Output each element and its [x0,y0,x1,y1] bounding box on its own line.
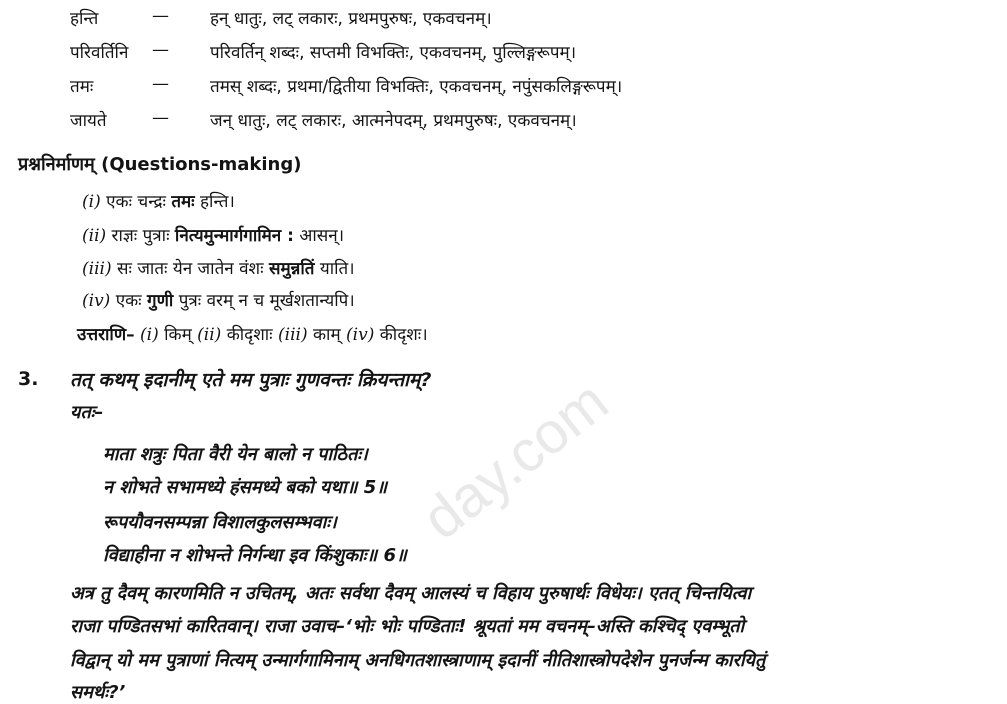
glossary-meaning: हन् धातुः, लट् लकारः, प्रथमपुरुषः, एकवचनम्। [210,9,492,29]
answer-text: कीदृशः। [379,325,428,345]
answer-text: काम् [313,325,341,345]
question-highlight: नित्यमुन्मार्गगामिन : [174,226,294,246]
paragraph-line: राजा पण्डितसभां कारितवान्। राजा उवाच–‘भोः भोः पण्डिताः! श्रूयतां मम वचनम्–अस्ति कश्चिद् एवम्भूतो [70,616,745,637]
question-text: आसन्। [299,226,345,246]
question-text: हन्ति। [200,192,235,212]
question-text: याति। [319,259,355,279]
verse-line: न शोभते सभामध्ये हंसमध्ये बको यथा॥ 5॥ [103,477,388,498]
question-text: एकः चन्द्रः [106,192,166,212]
answer-number: (i) [140,325,159,345]
glossary-meaning: जन् धातुः, लट् लकारः, आत्मनेपदम्, प्रथमपुरुषः, एकवचनम्। [210,111,577,131]
verse-line: विद्याहीना न शोभन्ते निर्गन्धा इव किंशुकाः॥ 6॥ [103,545,407,566]
question-number: (ii) [82,226,107,246]
question-item [82,223,344,246]
glossary-word: हन्ति [70,9,99,29]
verse-line: रूपयौवनसम्पन्ना विशालकुलसम्भवाः। [103,512,337,533]
glossary-meaning: तमस् शब्दः, प्रथमा/द्वितीया विभक्तिः, एकवचनम्, नपुंसकलिङ्गरूपम्। [210,77,623,97]
question-highlight: तमः [171,192,195,212]
paragraph-line: समर्थः?’ [70,682,126,703]
verse-line: माता शत्रुः पिता वैरी येन बालो न पाठितः। [103,444,368,465]
question-number: (iii) [82,259,112,279]
answer-number: (iv) [346,325,375,345]
yatah-label: यतः– [70,402,104,423]
question-text: एकः [115,291,142,311]
question-item [82,288,355,311]
glossary-dash: — [152,6,169,26]
section-title: तत् कथम् इदानीम् एते मम पुत्राः गुणवन्तः क्रियन्ताम्? [70,369,432,391]
section-number: 3. [18,368,39,390]
question-item [82,256,355,279]
answer-text: किम् [164,325,192,345]
glossary-word: जायते [70,111,107,131]
question-text: पुत्रः वरम् न च मूर्खशतान्यपि। [178,291,355,311]
glossary-dash: — [152,40,169,60]
glossary-word: तमः [70,77,94,97]
glossary-dash: — [152,108,169,128]
question-number: (iv) [82,291,111,311]
answer-number: (iii) [278,325,308,345]
glossary-row [0,108,1007,132]
glossary-row [0,74,1007,98]
answer-number: (ii) [197,325,222,345]
glossary-row [0,6,1007,30]
glossary-meaning: परिवर्तिन् शब्दः, सप्तमी विभक्तिः, एकवचनम्, पुल्लिङ्गरूपम्। [210,43,577,63]
answers-title: उत्तराणि– [77,325,135,345]
question-highlight: समुन्नतिं [268,259,315,279]
question-number: (i) [82,192,101,212]
paragraph-line: विद्वान् यो मम पुत्राणां नित्यम् उन्मार्गगामिनाम् अनधिगतशास्त्राणाम् इदानीं नीतिशास्त्रोपदेशेन पुनर्जन्म कारयितुं [70,650,766,671]
glossary-word: परिवर्तिनि [70,43,129,63]
answers-line [77,322,428,345]
paragraph-line: अत्र तु दैवम् कारणमिति न उचितम्, अतः सर्वथा दैवम् आलस्यं च विहाय पुरुषार्थः विधेयः। एतत् चिन्तयित्वा [70,583,752,604]
glossary-row [0,40,1007,64]
answer-text: कीदृशाः [226,325,273,345]
question-item [82,189,235,212]
glossary-dash: — [152,74,169,94]
question-text: सः जातः येन जातेन वंशः [116,259,264,279]
questions-heading: प्रश्ननिर्माणम् (Questions-making) [18,154,302,175]
question-text: राज्ञः पुत्राः [111,226,170,246]
question-highlight: गुणी [147,291,174,311]
watermark: day.com [410,368,620,553]
